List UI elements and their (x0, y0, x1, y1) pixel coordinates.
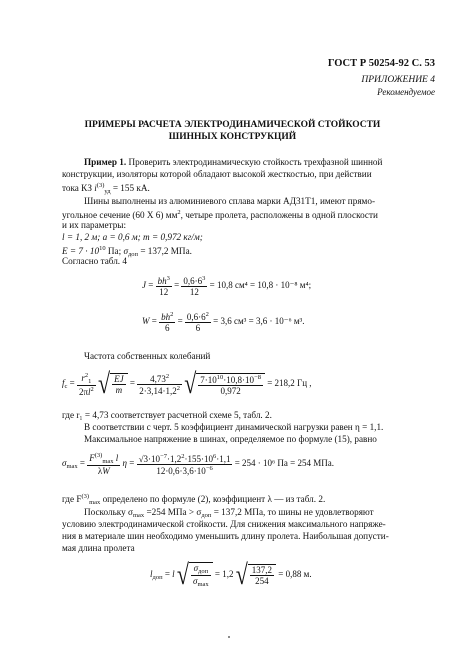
bus-text-2a: угольное сечение (60 X 6) мм (62, 210, 178, 220)
page-header: ГОСТ Р 50254-92 С. 53 (327, 58, 435, 69)
appendix-label: ПРИЛОЖЕНИЕ 4 (361, 75, 435, 85)
params-text-2c: = 137,2 МПа. (140, 246, 192, 256)
params-line-1: l = 1, 2 м; a = 0,6 м; m = 0,972 кг/м; (62, 232, 203, 242)
j-formula: J = $\frac{bh^3}{12}$ = $\frac{0,6\cdot 6^3}{12}$ = 10,8 см⁴ = 10,8 · 10⁻⁸ м⁴; (142, 275, 312, 297)
frequency-text: Частота собственных колебаний (84, 351, 211, 361)
fc-result: = 218,2 Гц , (267, 378, 312, 389)
max-stress-text: Максимальное напряжение в шинах, определяемое по формуле (15), равно (84, 434, 377, 444)
example-text-3a: тока КЗ (62, 183, 92, 193)
r1-text: где r₁ = 4,73 соответствует расчетной схеме 5, табл. 2. (62, 410, 272, 420)
params-text-2b: Па; (107, 246, 122, 256)
bus-line-1: Шины выполнены из алюминиевого сплава марки АД31Т1, имеют прямо- (84, 196, 376, 206)
bus-line-2: угольное сечение (60 X 6) $мм^2$, четыре пролета, расположены в одной плоскости (62, 209, 378, 220)
example-text-3b: = 155 кА. (112, 183, 150, 193)
params-text-2a: E = 7 · 10 (62, 246, 100, 256)
recommended-label: Рекомендуемое (377, 87, 435, 97)
f3-text: где $F^{(3)}_{max}$ определено по формуле (2), коэффициент λ — из табл. 2. (62, 493, 326, 506)
bus-text-2b: , четыре пролета, расположены в одной плоскости (180, 210, 378, 220)
table-ref: Согласно табл. 4 (62, 256, 127, 266)
title-line-2: ШИННЫХ КОНСТРУКЦИЙ (168, 132, 297, 142)
since-text-1a: Поскольку σ (84, 507, 133, 517)
ldop-result: = 0,88 м. (278, 569, 312, 580)
example-label: Пример 1. (84, 157, 127, 167)
since-line-4: мая длина пролета (62, 543, 135, 553)
f3-text-b: определено по формуле (2), коэффициент λ — из табл. 2. (102, 494, 326, 504)
since-line-2: условию электродинамической стойкости. Для снижения максимального напряже- (62, 519, 386, 529)
since-line-3: ния в материале шин необходимо уменьшить длину пролета. Наибольшая допусти- (62, 531, 389, 541)
ldop-formula: $l_{доп} = l$ √ $\frac{\sigma_{доп}}{\sigma_{max}}$ = 1,2 √ $\frac{137,2}{254}$ = 0,88 м. (150, 558, 312, 591)
chart5-text: В соответствии с черт. 5 коэффициент динамической нагрузки равен η = 1,1. (84, 422, 384, 432)
f3-text-a: где F (62, 494, 82, 504)
example-line-1 (84, 156, 382, 168)
sigma-result: = 254 · 10⁶ Па = 254 МПа. (234, 458, 334, 469)
title-line-1: ПРИМЕРЫ РАСЧЕТА ЭЛЕКТРОДИНАМИЧЕСКОЙ СТОЙКОСТИ (84, 120, 381, 130)
since-text-1c: = 137,2 МПа, то шины не удовлетворяют (213, 507, 374, 517)
bus-line-3: и их параметры: (62, 220, 127, 230)
fc-formula: $f_c$ = $\frac{r^2_1}{2\pi l^2}$ √ $\frac{EJ}{m}$ = $\frac{4,73^2}{2\cdot 3,14\cdot 1,2^2}$ √ $\frac{7\cdot 10^{10}\cdot 10,8\cdot 10^{-8}}{0,972}$ = 218,2 Гц , (62, 367, 312, 400)
w-formula: W = $\frac{bh^2}{6}$ = $\frac{0,6\cdot 6^2}{6}$ = 3,6 см³ = 3,6 · 10⁻⁶ м³. (142, 311, 305, 333)
since-line-1: Поскольку $\sigma_{max} =254$ МПа > $\sigma_{доп} = 137,2$ МПа, то шины не удовлетворяют (84, 507, 374, 519)
example-text-1: Проверить электродинамическую стойкость трехфазной шинной (128, 157, 383, 167)
example-line-2: конструкции, изоляторы которой обладают высокой жесткостью, при действии (62, 169, 372, 179)
since-text-1b: =254 МПа > σ (146, 507, 202, 517)
j-formula-result: = 10,8 см⁴ = 10,8 · 10⁻⁸ м⁴; (209, 280, 312, 291)
example-line-3: тока КЗ $i^{(3)}_{уд} = 155$ кА. (62, 182, 150, 195)
params-line-2: $E = 7 \cdot 10^{10}$ Па; $\sigma_{доп} = 137,2$ МПа. (62, 245, 192, 258)
sigma-max-formula: $\sigma_{max}$ = $\frac{F^{(3)}_{max} l}{\lambda W}$ η = $\frac{√3\cdot 10^{-7}\cdot 1,2^2\cdot 155\cdot 10^6\cdot 1,1}{12\cdot 0,6\cdot 3,6\cdot 10^{-6}}$ = 254 · 10⁶ Па = 254 МПа. (62, 452, 334, 476)
w-formula-result: = 3,6 см³ = 3,6 · 10⁻⁶ м³. (213, 316, 305, 327)
page-dot (228, 636, 230, 638)
